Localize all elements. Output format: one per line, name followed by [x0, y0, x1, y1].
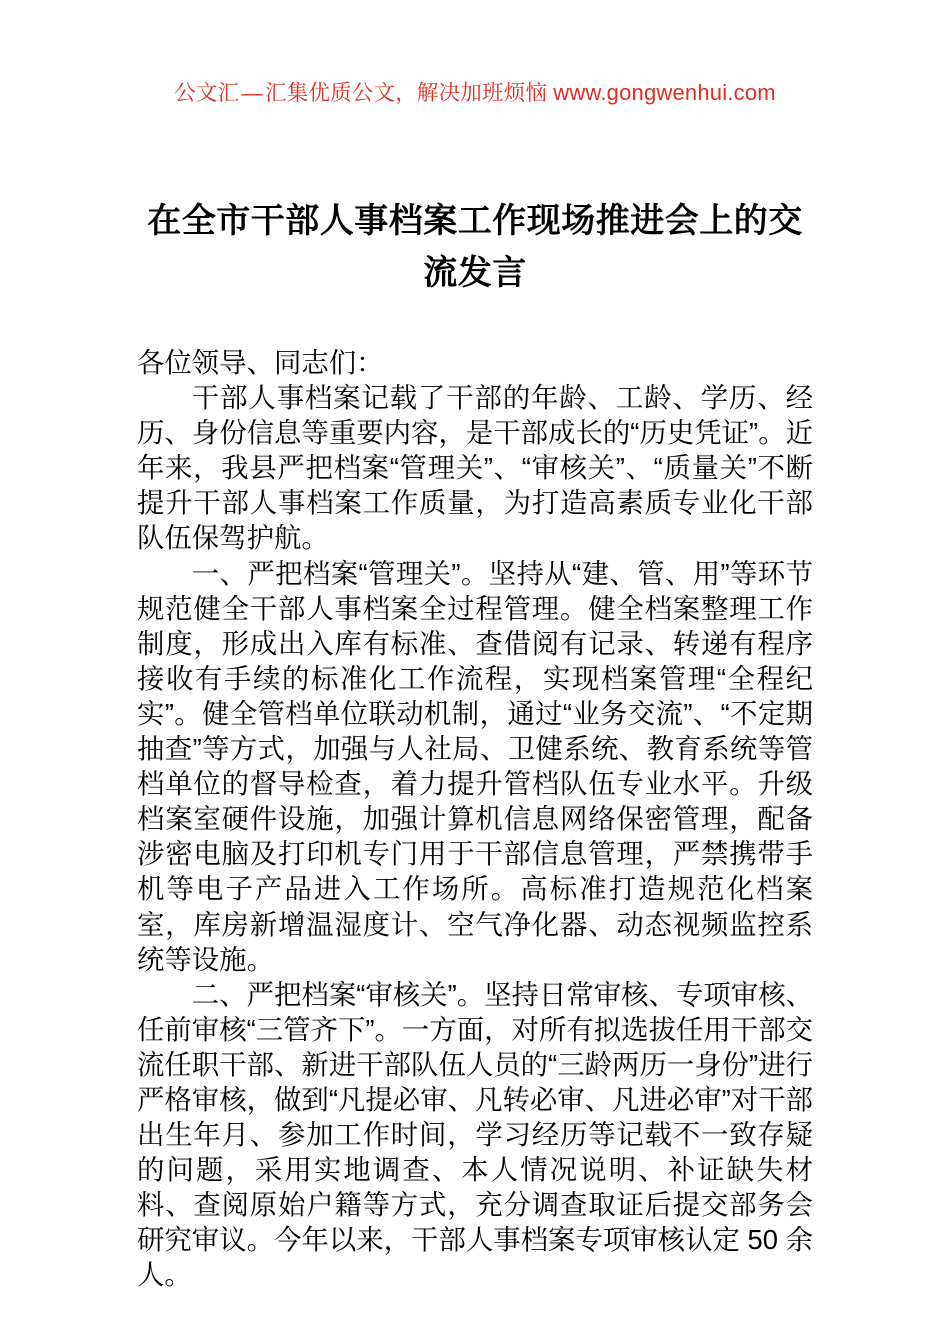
paragraph-intro: 干部人事档案记载了干部的年龄、工龄、学历、经历、身份信息等重要内容，是干部成长的“历史凭证”。近年来，我县严把档案“管理关”、“审核关”、“质量关”不断提升干部人事档案工作质量，为打造高素质专业化干部队伍保驾护航。	[137, 382, 813, 554]
site-brand: 公文汇	[174, 81, 240, 105]
paragraph-section-one: 一、严把档案“管理关”。坚持从“建、管、用”等环节规范健全干部人事档案全过程管理。健全档案整理工作制度，形成出入库有标准、查借阅有记录、转递有程序接收有手续的标准化工作流程，实现档案管理“全程纪实”。健全管档单位联动机制，通过“业务交流”、“不定期抽查”等方式，加强与人社局、卫健系统、教育系统等管档单位的督导检查，着力提升管档队伍专业水平。升级档案室硬件设施，加强计算机信息网络保密管理，配备涉密电脑及打印机专门用于干部信息管理，严禁携带手机等电子产品进入工作场所。高标准打造规范化档案室，库房新增温湿度计、空气净化器、动态视频监控系统等设施。	[137, 557, 813, 975]
paragraph-salutation: 各位领导、同志们：	[137, 347, 384, 378]
paragraph-section-two: 二、严把档案“审核关”。坚持日常审核、专项审核、任前审核“三管齐下”。一方面，对所有拟选拔任用干部交流任职干部、新进干部队伍人员的“三龄两历一身份”进行严格审核，做到“凡提必审、凡转必审、凡进必审”对干部出生年月、参加工作时间，学习经历等记载不一致存疑的问题，采用实地调查、本人情况说明、补证缺失材料、查阅原始户籍等方式，充分调查取证后提交部务会研究审议。今年以来，干部人事档案专项审核认定 50 余人。	[137, 978, 813, 1291]
page-title: 在全市干部人事档案工作现场推进会上的交流发言	[147, 201, 803, 292]
document-body	[137, 345, 813, 1293]
site-url: www.gongwenhui.com	[553, 80, 776, 105]
site-tagline: 汇集优质公文，解决加班烦恼	[265, 81, 548, 105]
site-header-dash: —	[241, 81, 263, 105]
site-watermark-header	[0, 78, 950, 108]
